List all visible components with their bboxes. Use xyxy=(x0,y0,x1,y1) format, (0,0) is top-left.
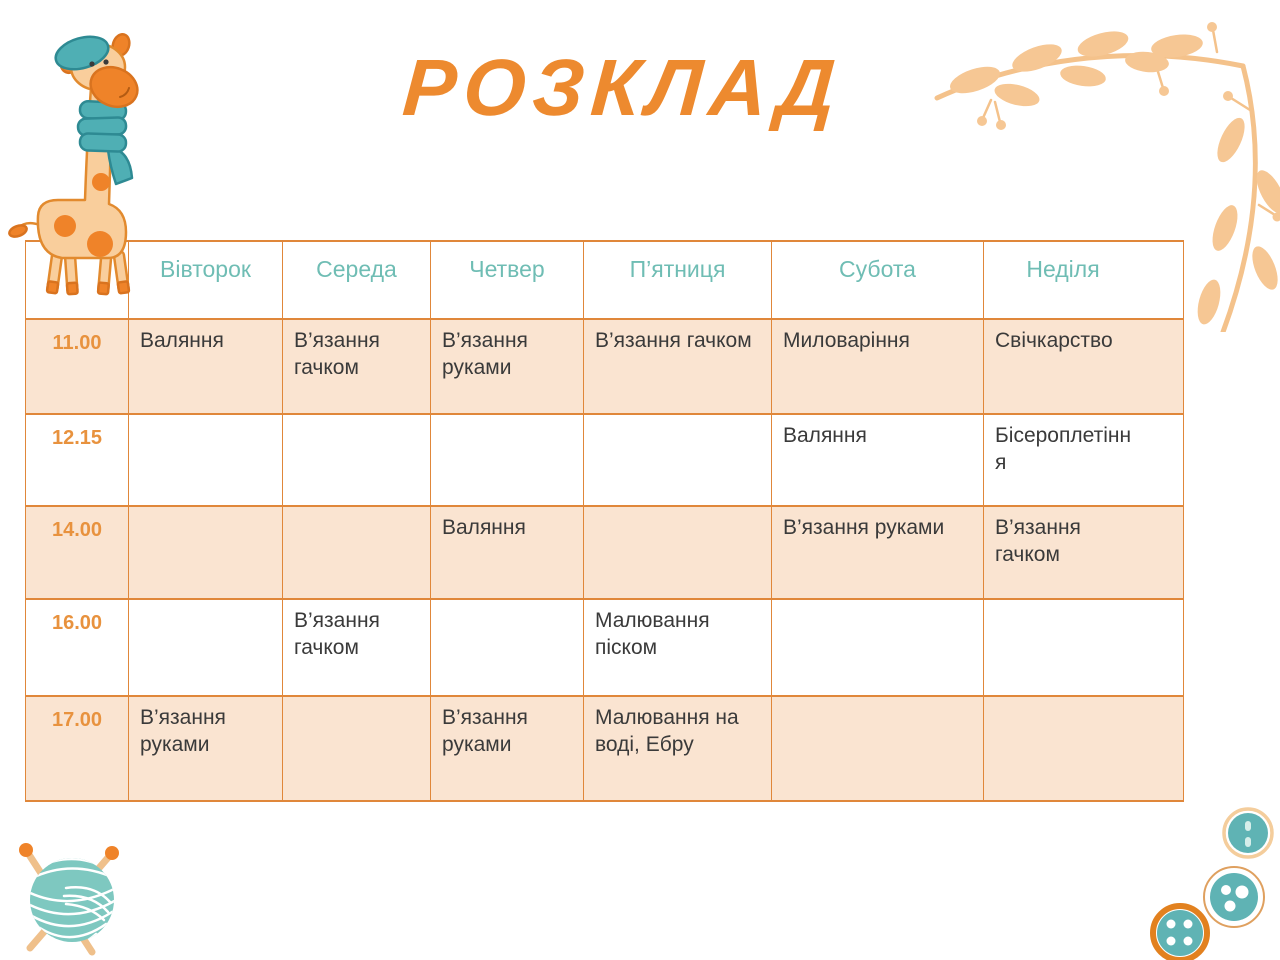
activity-cell xyxy=(129,599,283,696)
header-row xyxy=(26,241,1184,319)
table-row xyxy=(26,414,1184,506)
activity-cell xyxy=(431,414,584,506)
activity-cell xyxy=(984,599,1184,696)
activity-cell xyxy=(283,414,431,506)
time-cell: 17.00 xyxy=(26,696,129,801)
activity-cell: Малювання на воді, Ебру xyxy=(584,696,772,801)
time-cell: 14.00 xyxy=(26,506,129,599)
activity-cell xyxy=(129,506,283,599)
activity-cell: Бісероплетіння xyxy=(984,414,1184,506)
activity-cell: В’язання гачком xyxy=(283,319,431,414)
activity-cell: В’язання руками xyxy=(772,506,984,599)
activity-cell xyxy=(772,696,984,801)
activity-cell: В’язання руками xyxy=(431,319,584,414)
activity-cell: В’язання гачком xyxy=(984,506,1184,599)
day-header-thursday: Четвер xyxy=(431,241,584,319)
activity-cell: Малювання піском xyxy=(584,599,772,696)
activity-cell xyxy=(584,414,772,506)
buttons-icon xyxy=(1130,795,1280,960)
table-row xyxy=(26,506,1184,599)
activity-cell xyxy=(283,506,431,599)
table-row xyxy=(26,696,1184,801)
day-header-saturday: Субота xyxy=(772,241,984,319)
table-row xyxy=(26,599,1184,696)
yarn-ball-icon xyxy=(10,836,145,960)
activity-cell: Валяння xyxy=(129,319,283,414)
activity-cell: В’язання гачком xyxy=(283,599,431,696)
activity-cell: Валяння xyxy=(772,414,984,506)
activity-cell xyxy=(129,414,283,506)
time-cell: 16.00 xyxy=(26,599,129,696)
activity-cell: В’язання руками xyxy=(129,696,283,801)
activity-cell xyxy=(772,599,984,696)
time-cell: 11.00 xyxy=(26,319,129,414)
time-cell: 12.15 xyxy=(26,414,129,506)
page-title: РОЗКЛАД xyxy=(400,43,845,132)
activity-cell xyxy=(984,696,1184,801)
activity-cell: Миловаріння xyxy=(772,319,984,414)
day-header-friday: П’ятниця xyxy=(584,241,772,319)
day-header-sunday: Неділя xyxy=(984,241,1184,319)
activity-cell xyxy=(283,696,431,801)
activity-cell xyxy=(584,506,772,599)
activity-cell: В’язання гачком xyxy=(584,319,772,414)
activity-cell: В’язання руками xyxy=(431,696,584,801)
table-row xyxy=(26,319,1184,414)
activity-cell xyxy=(431,599,584,696)
activity-cell: Валяння xyxy=(431,506,584,599)
giraffe-icon xyxy=(8,20,168,305)
schedule-table xyxy=(25,240,1184,802)
day-header-tuesday: Вівторок xyxy=(129,241,283,319)
day-header-wednesday: Середа xyxy=(283,241,431,319)
activity-cell: Свічкарство xyxy=(984,319,1184,414)
